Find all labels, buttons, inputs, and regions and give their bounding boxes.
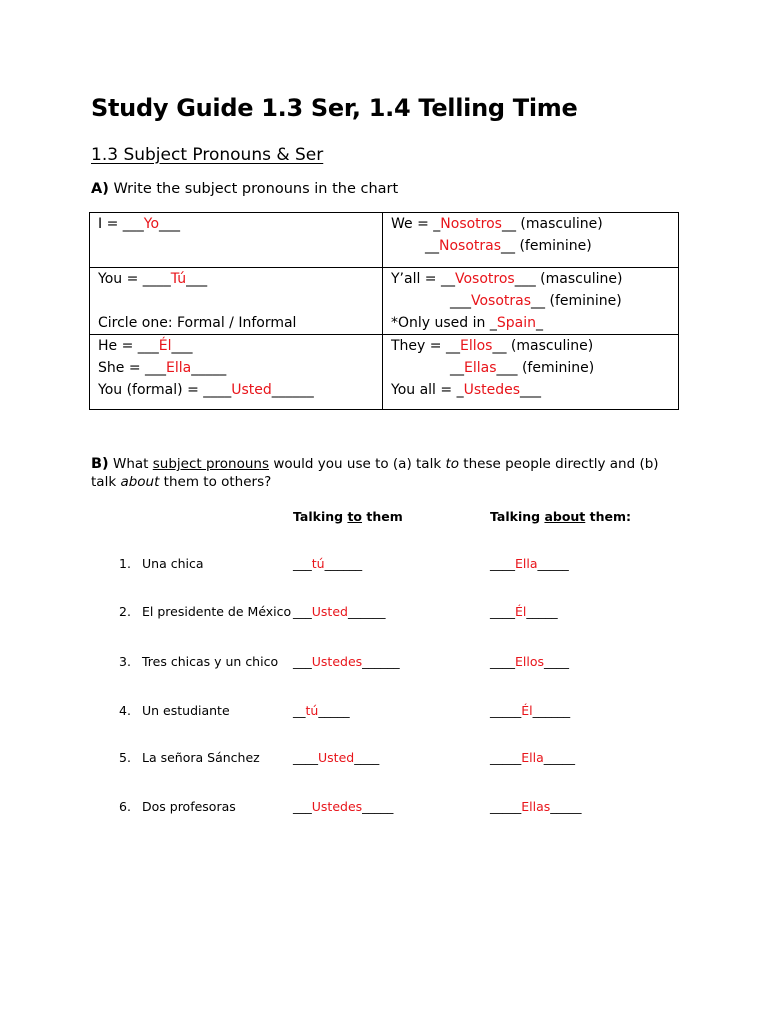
part-a-instruction bbox=[91, 181, 398, 197]
cell-we: We = _Nosotros__ (masculine) __Nosotras__ (feminine) bbox=[383, 213, 679, 268]
part-b-instruction: B) What subject pronouns would you use to (a) talk to these people directly and (b) talk about them to others? bbox=[91, 456, 659, 490]
list-item: 6. Dos profesoras ___Ustedes_____ _____Ellas_____ bbox=[119, 799, 582, 814]
answer-tu: Tú bbox=[170, 271, 187, 287]
page-title: Study Guide 1.3 Ser, 1.4 Telling Time bbox=[91, 94, 578, 122]
part-a-label: A) bbox=[91, 181, 109, 197]
column-header-to: Talking to them bbox=[293, 509, 403, 524]
pronoun-chart bbox=[89, 212, 679, 410]
answer-vosotros: Vosotros bbox=[455, 271, 515, 287]
answer-vosotras: Vosotras bbox=[471, 293, 532, 309]
part-b-label: B) bbox=[91, 456, 109, 472]
cell-you: You = ____Tú___ Circle one: Formal / Informal bbox=[90, 268, 383, 335]
answer-yo: Yo bbox=[143, 216, 160, 232]
list-item: 1. Una chica ___tú______ ____Ella_____ bbox=[119, 556, 569, 571]
cell-he-she: He = ___Él___ She = ___Ella_____ You (formal) = ____Usted______ bbox=[90, 335, 383, 410]
answer-ellos: Ellos bbox=[459, 338, 493, 354]
chart-row-3 bbox=[90, 335, 679, 410]
circle-one-text: Circle one: Formal / Informal bbox=[98, 315, 297, 331]
answer-nosotros: Nosotros bbox=[440, 216, 502, 232]
cell-yall: Y’all = __Vosotros___ (masculine) ___Vosotras__ (feminine) *Only used in _Spain_ bbox=[383, 268, 679, 335]
part-a-text: Write the subject pronouns in the chart bbox=[108, 181, 399, 197]
cell-they: They = __Ellos__ (masculine) __Ellas___ (feminine) You all = _Ustedes___ bbox=[383, 335, 679, 410]
chart-row-2 bbox=[90, 268, 679, 335]
answer-spain: Spain bbox=[496, 315, 536, 331]
chart-row-1 bbox=[90, 213, 679, 268]
answer-ustedes: Ustedes bbox=[463, 382, 521, 398]
list-item: 5. La señora Sánchez ____Usted____ _____Ella_____ bbox=[119, 750, 576, 765]
list-item: 2. El presidente de México ___Usted______ ____Él_____ bbox=[119, 604, 558, 619]
answer-nosotras: Nosotras bbox=[439, 238, 502, 254]
list-item: 3. Tres chicas y un chico ___Ustedes______ ____Ellos____ bbox=[119, 654, 570, 669]
answer-el: Él bbox=[158, 338, 172, 354]
answer-usted: Usted bbox=[231, 382, 272, 398]
cell-i: I = ___Yo___ bbox=[90, 213, 383, 268]
answer-ella: Ella bbox=[166, 360, 192, 376]
list-item: 4. Un estudiante __tú_____ _____Él______ bbox=[119, 703, 571, 718]
column-header-about: Talking about them: bbox=[490, 509, 632, 524]
answer-ellas: Ellas bbox=[464, 360, 497, 376]
section-title: 1.3 Subject Pronouns & Ser bbox=[91, 145, 324, 165]
